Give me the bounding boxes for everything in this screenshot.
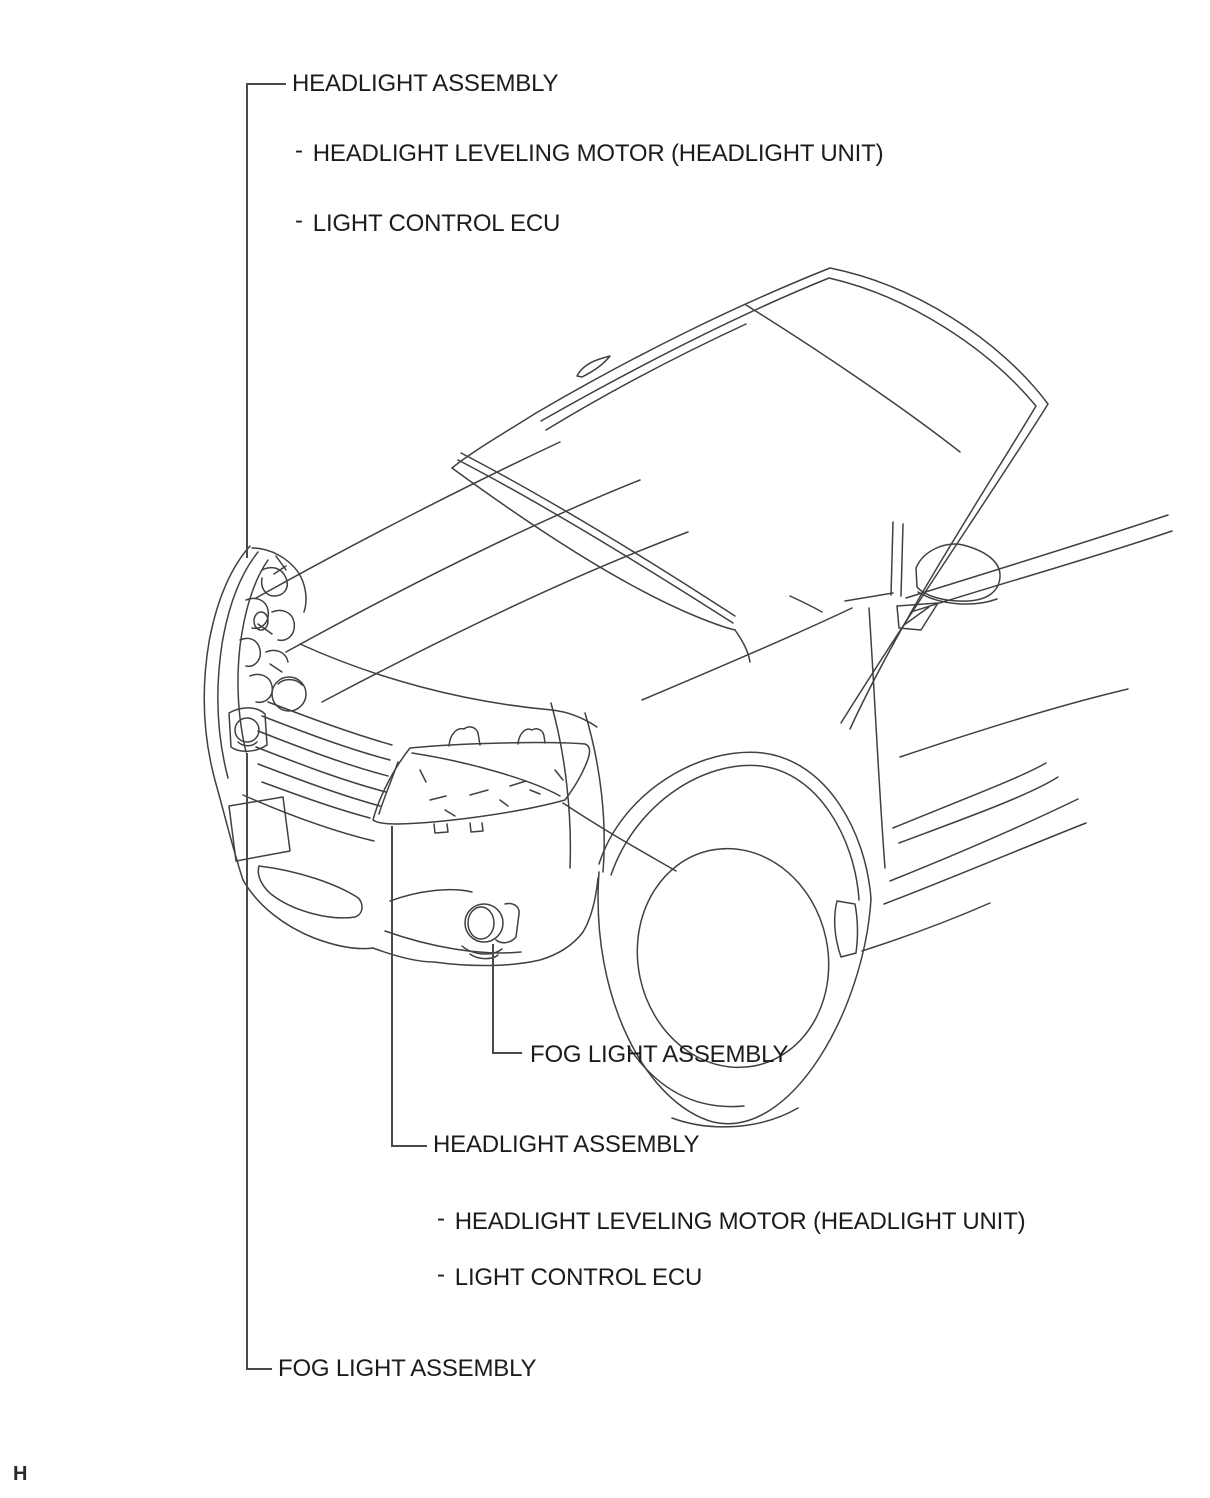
hood-lines	[256, 442, 852, 727]
page-footer-mark: H	[13, 1463, 28, 1485]
dash-bullet: -	[295, 137, 303, 164]
callout-light-control-ecu-top	[295, 207, 561, 237]
left-headlight-cluster	[204, 546, 306, 880]
left-fog-light-drawing	[229, 708, 267, 751]
leader-headlight-top	[247, 84, 286, 558]
callout-label: LIGHT CONTROL ECU	[454, 1264, 703, 1291]
front-bumper	[229, 795, 374, 949]
dash-bullet: -	[437, 1205, 445, 1232]
callout-headlight-leveling-motor-lower	[437, 1205, 1026, 1235]
leader-fog-middle	[493, 944, 522, 1053]
callout-headlight-assembly-lower: HEADLIGHT ASSEMBLY	[433, 1131, 700, 1158]
callout-light-control-ecu-lower	[437, 1261, 703, 1291]
body-side-lines	[835, 515, 1172, 957]
dash-bullet: -	[295, 207, 303, 234]
callout-fog-light-assembly-bottom: FOG LIGHT ASSEMBLY	[278, 1355, 537, 1382]
callout-label: HEADLIGHT LEVELING MOTOR (HEADLIGHT UNIT)	[454, 1208, 1026, 1235]
callout-label: LIGHT CONTROL ECU	[312, 210, 561, 237]
leader-headlight-lower	[392, 826, 427, 1146]
front-wheel	[598, 752, 871, 1127]
callout-headlight-leveling-motor-top	[295, 137, 884, 167]
grille-lines	[256, 702, 392, 818]
callout-headlight-assembly-top: HEADLIGHT ASSEMBLY	[292, 70, 559, 97]
headlight-assembly-drawing	[373, 727, 590, 833]
dash-bullet: -	[437, 1261, 445, 1288]
cowl-and-wiper-lines	[452, 453, 822, 662]
callout-label: HEADLIGHT LEVELING MOTOR (HEADLIGHT UNIT)	[312, 140, 884, 167]
leader-fog-bottom	[247, 753, 272, 1369]
callout-fog-light-assembly-middle: FOG LIGHT ASSEMBLY	[530, 1041, 789, 1068]
